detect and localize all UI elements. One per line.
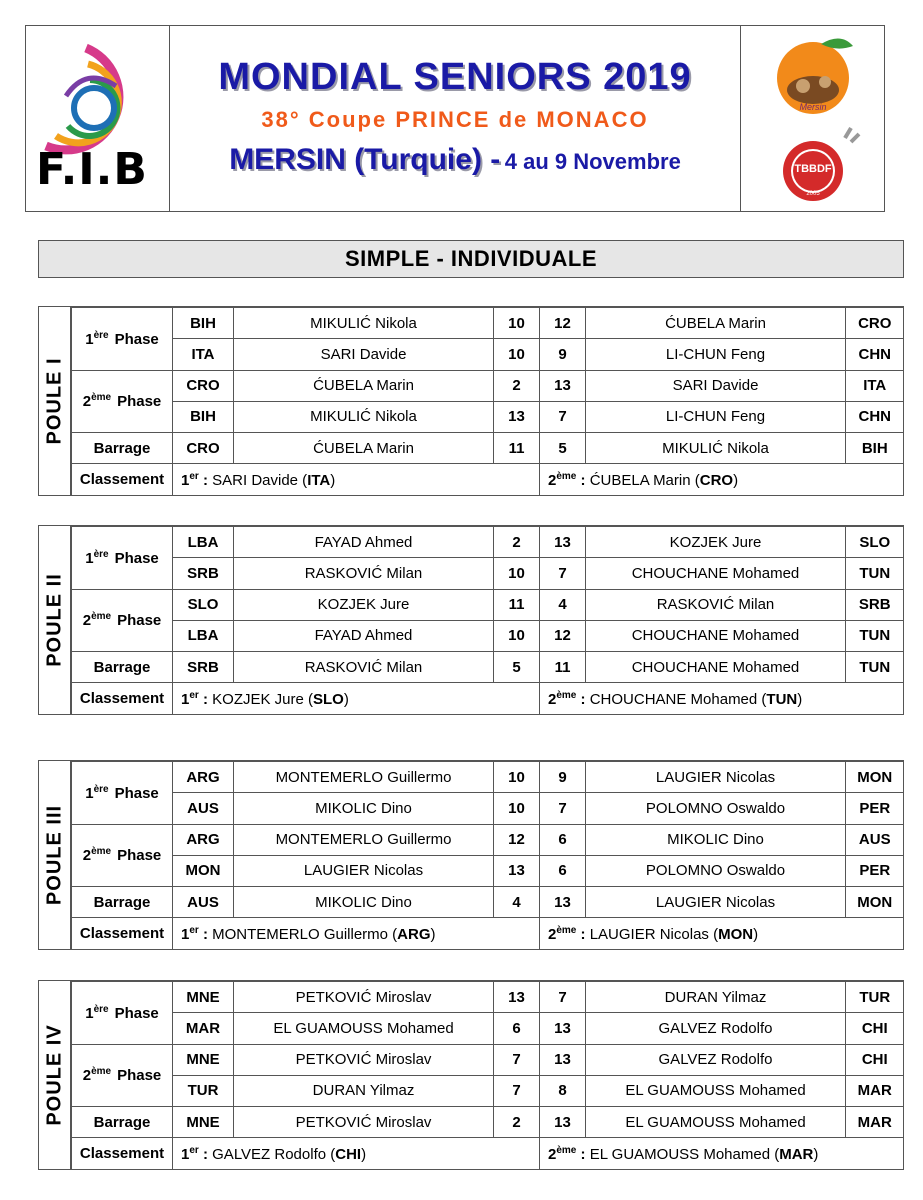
- nation-left: SRB: [173, 652, 234, 683]
- match-row: [72, 887, 904, 918]
- ranked-player-nation: MAR: [779, 1145, 814, 1163]
- score-left: 12: [494, 824, 540, 855]
- phase-word: Phase: [114, 784, 159, 802]
- page-subtitle: 38° Coupe PRINCE de MONACO: [261, 107, 649, 132]
- player-left: MONTEMERLO Guillermo: [234, 762, 494, 793]
- player-left: RASKOVIĆ Milan: [234, 652, 494, 683]
- nation-left: AUS: [173, 887, 234, 918]
- phase-2-label: [72, 589, 173, 652]
- phase-ordinal: ème: [91, 611, 112, 623]
- results-table: [71, 761, 904, 949]
- phase-number: 1: [85, 549, 94, 567]
- score-right: 4: [540, 589, 586, 620]
- player-right: GALVEZ Rodolfo: [586, 1013, 846, 1044]
- score-left: 6: [494, 1013, 540, 1044]
- phase-ordinal: ère: [93, 1003, 109, 1015]
- classement-row: [72, 1138, 904, 1169]
- classement-label: Classement: [72, 464, 173, 495]
- player-right: DURAN Yilmaz: [586, 982, 846, 1013]
- poule-name: POULE IV: [43, 1024, 65, 1126]
- player-right: CHOUCHANE Mohamed: [586, 620, 846, 651]
- player-left: PETKOVIĆ Miroslav: [234, 1107, 494, 1138]
- score-right: 13: [540, 1013, 586, 1044]
- phase-ordinal: ème: [91, 846, 112, 858]
- event-location: [170, 143, 740, 177]
- match-row: [72, 558, 904, 589]
- first-place: 1er : MONTEMERLO Guillermo (ARG): [173, 918, 540, 949]
- nation-left: CRO: [173, 370, 234, 401]
- player-left: MIKOLIC Dino: [234, 793, 494, 824]
- nation-right: AUS: [846, 824, 904, 855]
- poule-block: [38, 306, 904, 496]
- nation-left: BIH: [173, 308, 234, 339]
- player-left: ĆUBELA Marin: [234, 370, 494, 401]
- nation-right: MON: [846, 762, 904, 793]
- score-right: 11: [540, 652, 586, 683]
- second-place: 2ème : LAUGIER Nicolas (MON): [540, 918, 904, 949]
- player-right: SARI Davide: [586, 370, 846, 401]
- mersin-orange-logo-icon: [741, 26, 885, 213]
- player-right: MIKOLIC Dino: [586, 824, 846, 855]
- results-table: [71, 307, 904, 495]
- nation-right: MAR: [846, 1107, 904, 1138]
- match-row: [72, 527, 904, 558]
- ranked-player-name: GALVEZ Rodolfo: [212, 1145, 327, 1163]
- player-left: MIKULIĆ Nikola: [234, 401, 494, 432]
- score-left: 2: [494, 527, 540, 558]
- barrage-label: Barrage: [72, 433, 173, 464]
- match-row: [72, 793, 904, 824]
- nation-right: CHI: [846, 1013, 904, 1044]
- nation-right: SRB: [846, 589, 904, 620]
- score-right: 13: [540, 370, 586, 401]
- poule-side-label: [39, 526, 71, 714]
- fib-logo: [26, 26, 170, 211]
- nation-left: MNE: [173, 982, 234, 1013]
- phase-number: 2: [82, 847, 92, 865]
- results-table: [71, 981, 904, 1169]
- score-right: 13: [540, 527, 586, 558]
- rank-number: 1: [181, 471, 190, 489]
- sponsor-logos: [740, 26, 884, 211]
- nation-left: CRO: [173, 433, 234, 464]
- ranked-player-nation: CHI: [335, 1145, 362, 1163]
- score-left: 11: [494, 589, 540, 620]
- score-right: 9: [540, 339, 586, 370]
- score-right: 5: [540, 433, 586, 464]
- player-left: PETKOVIĆ Miroslav: [234, 982, 494, 1013]
- header-box: [25, 25, 885, 212]
- classement-label: Classement: [72, 683, 173, 714]
- nation-right: TUR: [846, 982, 904, 1013]
- score-right: 13: [540, 887, 586, 918]
- nation-left: AUS: [173, 793, 234, 824]
- player-right: POLOMNO Oswaldo: [586, 855, 846, 886]
- score-right: 7: [540, 558, 586, 589]
- nation-right: CHN: [846, 339, 904, 370]
- phase-1-label: [72, 527, 173, 590]
- classement-label: Classement: [72, 918, 173, 949]
- ranked-player-nation: ARG: [397, 925, 431, 943]
- player-left: DURAN Yilmaz: [234, 1075, 494, 1106]
- nation-left: LBA: [173, 620, 234, 651]
- score-left: 4: [494, 887, 540, 918]
- phase-number: 2: [82, 393, 92, 411]
- player-right: MIKULIĆ Nikola: [586, 433, 846, 464]
- rank-ordinal: ème: [556, 1144, 577, 1156]
- match-row: [72, 620, 904, 651]
- match-row: [72, 1013, 904, 1044]
- phase-number: 2: [82, 1067, 92, 1085]
- score-left: 10: [494, 339, 540, 370]
- nation-right: MAR: [846, 1075, 904, 1106]
- match-row: [72, 982, 904, 1013]
- score-left: 10: [494, 620, 540, 651]
- score-left: 10: [494, 793, 540, 824]
- score-left: 7: [494, 1075, 540, 1106]
- rank-number: 1: [181, 690, 190, 708]
- player-right: CHOUCHANE Mohamed: [586, 558, 846, 589]
- rank-number: 1: [181, 925, 190, 943]
- score-right: 6: [540, 824, 586, 855]
- score-left: 5: [494, 652, 540, 683]
- rank-ordinal: ème: [556, 470, 577, 482]
- ranked-player-name: ĆUBELA Marin: [589, 471, 691, 489]
- second-place: 2ème : EL GUAMOUSS Mohamed (MAR): [540, 1138, 904, 1169]
- match-row: [72, 824, 904, 855]
- score-left: 2: [494, 1107, 540, 1138]
- phase-ordinal: ème: [91, 392, 112, 404]
- header-center: [170, 26, 740, 211]
- first-place: 1er : KOZJEK Jure (SLO): [173, 683, 540, 714]
- player-left: MIKOLIC Dino: [234, 887, 494, 918]
- phase-ordinal: ère: [93, 329, 109, 341]
- classement-label: Classement: [72, 1138, 173, 1169]
- score-right: 8: [540, 1075, 586, 1106]
- score-left: 10: [494, 762, 540, 793]
- player-left: LAUGIER Nicolas: [234, 855, 494, 886]
- phase-word: Phase: [117, 847, 162, 865]
- rank-ordinal: er: [189, 1144, 199, 1156]
- player-right: LAUGIER Nicolas: [586, 887, 846, 918]
- phase-2-label: [72, 370, 173, 433]
- player-left: ĆUBELA Marin: [234, 433, 494, 464]
- nation-right: SLO: [846, 527, 904, 558]
- rank-number: 2: [548, 1145, 557, 1163]
- nation-right: TUN: [846, 652, 904, 683]
- player-left: KOZJEK Jure: [234, 589, 494, 620]
- score-right: 6: [540, 855, 586, 886]
- player-right: KOZJEK Jure: [586, 527, 846, 558]
- player-right: LAUGIER Nicolas: [586, 762, 846, 793]
- nation-left: ARG: [173, 762, 234, 793]
- nation-right: TUN: [846, 558, 904, 589]
- classement-row: [72, 918, 904, 949]
- player-left: MONTEMERLO Guillermo: [234, 824, 494, 855]
- phase-1-label: [72, 308, 173, 371]
- rank-number: 2: [548, 925, 557, 943]
- match-row: [72, 855, 904, 886]
- nation-left: SLO: [173, 589, 234, 620]
- first-place: 1er : SARI Davide (ITA): [173, 464, 540, 495]
- first-place: 1er : GALVEZ Rodolfo (CHI): [173, 1138, 540, 1169]
- match-row: [72, 652, 904, 683]
- phase-ordinal: ère: [93, 783, 109, 795]
- score-left: 2: [494, 370, 540, 401]
- phase-number: 1: [85, 1004, 94, 1022]
- phase-word: Phase: [114, 1004, 159, 1022]
- score-left: 13: [494, 855, 540, 886]
- ranked-player-nation: TUN: [766, 690, 798, 708]
- match-row: [72, 589, 904, 620]
- score-right: 13: [540, 1044, 586, 1075]
- nation-left: MNE: [173, 1107, 234, 1138]
- phase-word: Phase: [117, 393, 162, 411]
- ranked-player-nation: ITA: [307, 471, 331, 489]
- player-right: ĆUBELA Marin: [586, 308, 846, 339]
- score-right: 7: [540, 982, 586, 1013]
- nation-left: ARG: [173, 824, 234, 855]
- ranked-player-name: LAUGIER Nicolas: [589, 925, 709, 943]
- phase-word: Phase: [114, 549, 159, 567]
- rank-number: 2: [548, 690, 557, 708]
- second-place: 2ème : ĆUBELA Marin (CRO): [540, 464, 904, 495]
- rank-number: 1: [181, 1145, 190, 1163]
- player-right: LI-CHUN Feng: [586, 339, 846, 370]
- player-right: LI-CHUN Feng: [586, 401, 846, 432]
- score-left: 10: [494, 308, 540, 339]
- player-left: FAYAD Ahmed: [234, 527, 494, 558]
- match-row: [72, 762, 904, 793]
- player-right: POLOMNO Oswaldo: [586, 793, 846, 824]
- fib-label: F.I.B: [36, 144, 148, 195]
- nation-right: CHI: [846, 1044, 904, 1075]
- ranked-player-nation: MON: [718, 925, 754, 943]
- player-right: EL GUAMOUSS Mohamed: [586, 1075, 846, 1106]
- phase-2-label: [72, 824, 173, 887]
- phase-word: Phase: [117, 1067, 162, 1085]
- rank-ordinal: er: [189, 924, 199, 936]
- phase-word: Phase: [117, 612, 162, 630]
- nation-right: CHN: [846, 401, 904, 432]
- score-left: 11: [494, 433, 540, 464]
- classement-row: [72, 464, 904, 495]
- nation-right: PER: [846, 793, 904, 824]
- nation-right: PER: [846, 855, 904, 886]
- nation-left: ITA: [173, 339, 234, 370]
- nation-right: CRO: [846, 308, 904, 339]
- score-right: 9: [540, 762, 586, 793]
- page-title: MONDIAL SENIORS 2019: [218, 56, 692, 98]
- ranked-player-name: KOZJEK Jure: [212, 690, 304, 708]
- nation-right: BIH: [846, 433, 904, 464]
- player-right: CHOUCHANE Mohamed: [586, 652, 846, 683]
- nation-right: ITA: [846, 370, 904, 401]
- match-row: [72, 401, 904, 432]
- poule-name: POULE III: [43, 804, 65, 906]
- match-row: [72, 1044, 904, 1075]
- barrage-label: Barrage: [72, 1107, 173, 1138]
- location-city: MERSIN (Turquie) -: [229, 143, 501, 176]
- nation-left: MON: [173, 855, 234, 886]
- nation-left: MNE: [173, 1044, 234, 1075]
- phase-number: 2: [82, 612, 92, 630]
- phase-2-label: [72, 1044, 173, 1107]
- player-left: MIKULIĆ Nikola: [234, 308, 494, 339]
- phase-1-label: [72, 762, 173, 825]
- score-left: 7: [494, 1044, 540, 1075]
- match-row: [72, 1107, 904, 1138]
- score-right: 13: [540, 1107, 586, 1138]
- ranked-player-name: CHOUCHANE Mohamed: [589, 690, 758, 708]
- phase-1-label: [72, 982, 173, 1045]
- player-left: RASKOVIĆ Milan: [234, 558, 494, 589]
- score-left: 13: [494, 401, 540, 432]
- player-right: RASKOVIĆ Milan: [586, 589, 846, 620]
- poule-side-label: [39, 761, 71, 949]
- rank-ordinal: er: [189, 689, 199, 701]
- nation-left: LBA: [173, 527, 234, 558]
- score-left: 10: [494, 558, 540, 589]
- phase-ordinal: ème: [91, 1066, 112, 1078]
- phase-word: Phase: [114, 330, 159, 348]
- barrage-label: Barrage: [72, 887, 173, 918]
- score-left: 13: [494, 982, 540, 1013]
- player-left: EL GUAMOUSS Mohamed: [234, 1013, 494, 1044]
- player-left: FAYAD Ahmed: [234, 620, 494, 651]
- match-row: [72, 308, 904, 339]
- ranked-player-name: EL GUAMOUSS Mohamed: [589, 1145, 771, 1163]
- phase-ordinal: ère: [93, 548, 109, 560]
- rank-ordinal: ème: [556, 689, 577, 701]
- player-left: PETKOVIĆ Miroslav: [234, 1044, 494, 1075]
- match-row: [72, 339, 904, 370]
- poule-block: [38, 980, 904, 1170]
- rank-ordinal: ème: [556, 924, 577, 936]
- tbbdf-year: 2005: [806, 191, 820, 197]
- ranked-player-name: SARI Davide: [212, 471, 299, 489]
- player-left: SARI Davide: [234, 339, 494, 370]
- player-right: GALVEZ Rodolfo: [586, 1044, 846, 1075]
- ranked-player-name: MONTEMERLO Guillermo: [212, 925, 388, 943]
- nation-left: SRB: [173, 558, 234, 589]
- phase-number: 1: [85, 784, 94, 802]
- score-right: 7: [540, 401, 586, 432]
- score-right: 7: [540, 793, 586, 824]
- match-row: [72, 433, 904, 464]
- ranked-player-nation: CRO: [699, 471, 734, 489]
- classement-row: [72, 683, 904, 714]
- poule-side-label: [39, 981, 71, 1169]
- barrage-label: Barrage: [72, 652, 173, 683]
- second-place: 2ème : CHOUCHANE Mohamed (TUN): [540, 683, 904, 714]
- score-right: 12: [540, 308, 586, 339]
- score-right: 12: [540, 620, 586, 651]
- nation-left: BIH: [173, 401, 234, 432]
- nation-left: TUR: [173, 1075, 234, 1106]
- match-row: [72, 370, 904, 401]
- phase-number: 1: [85, 330, 94, 348]
- section-title: SIMPLE - INDIVIDUALE: [38, 240, 904, 278]
- tbbdf-label: TBBDF: [794, 163, 832, 175]
- nation-left: MAR: [173, 1013, 234, 1044]
- results-table: [71, 526, 904, 714]
- ranked-player-nation: SLO: [313, 690, 344, 708]
- match-row: [72, 1075, 904, 1106]
- poule-name: POULE I: [43, 357, 65, 445]
- nation-right: MON: [846, 887, 904, 918]
- poule-side-label: [39, 307, 71, 495]
- poule-block: [38, 525, 904, 715]
- poule-block: [38, 760, 904, 950]
- nation-right: TUN: [846, 620, 904, 651]
- event-dates: 4 au 9 Novembre: [504, 149, 681, 174]
- rank-number: 2: [548, 471, 557, 489]
- player-right: EL GUAMOUSS Mohamed: [586, 1107, 846, 1138]
- mersin-logo-text: Mersin: [799, 102, 827, 112]
- poule-name: POULE II: [43, 573, 65, 667]
- rank-ordinal: er: [189, 470, 199, 482]
